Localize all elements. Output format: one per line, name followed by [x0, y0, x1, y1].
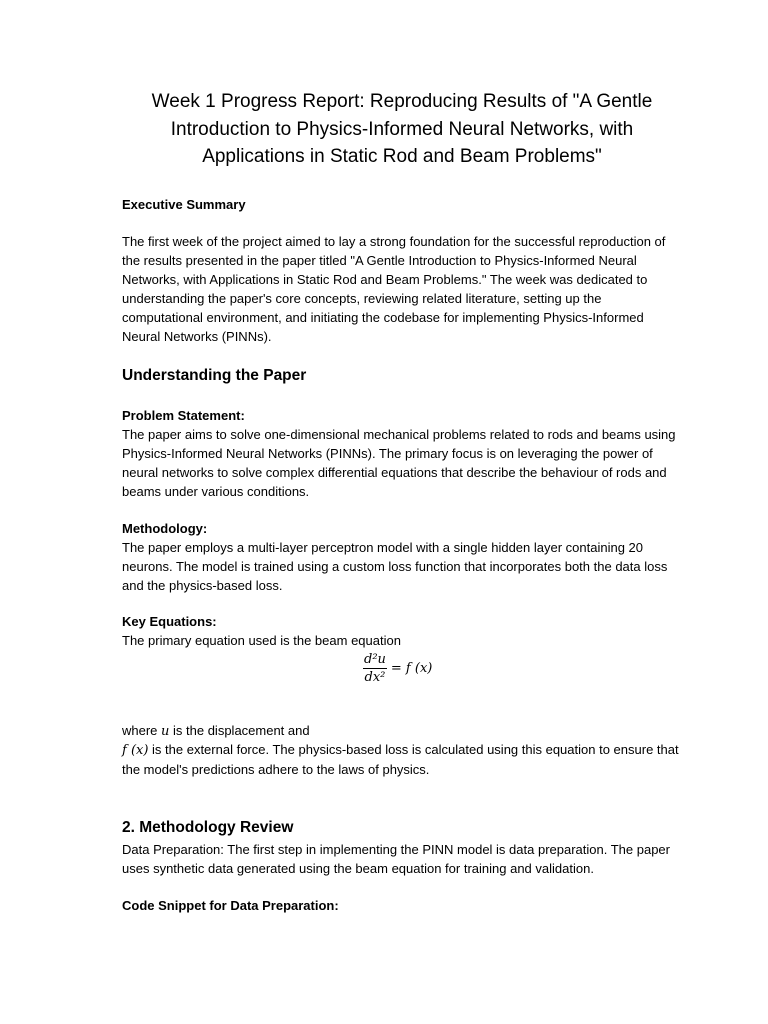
- title-line-1: Week 1 Progress Report: Reproducing Results of "A Gentle: [151, 91, 653, 112]
- paragraph-line: and the physics-based loss.: [122, 578, 283, 593]
- document-title: [102, 88, 702, 171]
- paragraph-line: computational environment, and initiating the codebase for implementing Physics-Informed: [122, 310, 644, 325]
- paragraph-line: Physics-Informed Neural Networks (PINNs). The primary focus is on leveraging the power of: [122, 446, 653, 461]
- paragraph-line: beams under various conditions.: [122, 484, 310, 499]
- force-paragraph: [122, 740, 682, 779]
- methodology-review-paragraph: [122, 840, 682, 878]
- title-line-3: Applications in Static Rod and Beam Problems": [202, 146, 602, 167]
- force-text: is the external force. The physics-based loss is calculated using this equation to ensure that: [148, 742, 679, 757]
- where-prefix: where: [122, 723, 162, 738]
- paragraph-line: Data Preparation: The first step in implementing the PINN model is data preparation. The paper: [122, 842, 670, 857]
- problem-statement-paragraph: [122, 425, 682, 501]
- methodology-review-heading: 2. Methodology Review: [122, 819, 294, 836]
- equation-rhs: = f (x): [390, 661, 433, 676]
- paragraph-line: the model's predictions adhere to the laws of physics.: [122, 762, 430, 777]
- equation-denominator: dx²: [364, 670, 386, 685]
- methodology-heading: Methodology:: [122, 521, 208, 536]
- equation-numerator: d²u: [364, 652, 386, 667]
- code-snippet-heading: Code Snippet for Data Preparation:: [122, 898, 339, 913]
- paragraph-line: uses synthetic data generated using the beam equation for training and validation.: [122, 861, 594, 876]
- key-equations-intro: The primary equation used is the beam equation: [122, 633, 401, 648]
- force-symbol: f (x): [122, 743, 149, 758]
- where-suffix: is the displacement and: [169, 723, 310, 738]
- displacement-symbol: u: [161, 724, 170, 739]
- where-line: [122, 721, 682, 741]
- paragraph-line: The paper aims to solve one-dimensional mechanical problems related to rods and beams using: [122, 427, 676, 442]
- paragraph-line: Networks, with Applications in Static Rod and Beam Problems." The week was dedicated to: [122, 272, 648, 287]
- problem-statement-heading: Problem Statement:: [122, 408, 245, 423]
- paragraph-line: The first week of the project aimed to lay a strong foundation for the successful reproduction of: [122, 234, 666, 249]
- paragraph-line: the results presented in the paper titled "A Gentle Introduction to Physics-Informed Neural: [122, 253, 637, 268]
- paragraph-line: understanding the paper's core concepts, reviewing related literature, setting up the: [122, 291, 602, 306]
- paragraph-line: neural networks to solve complex differential equations that describe the behaviour of rods and: [122, 465, 667, 480]
- paragraph-line: neurons. The model is trained using a custom loss function that incorporates both the data loss: [122, 559, 668, 574]
- paragraph-line: The paper employs a multi-layer perceptron model with a single hidden layer containing 20: [122, 540, 644, 555]
- executive-summary-paragraph: [122, 232, 682, 346]
- understanding-heading: Understanding the Paper: [122, 367, 307, 384]
- equation-fraction: [362, 652, 388, 685]
- paragraph-line: Neural Networks (PINNs).: [122, 329, 272, 344]
- executive-summary-heading: Executive Summary: [122, 197, 246, 212]
- title-line-2: Introduction to Physics-Informed Neural Networks, with: [170, 118, 634, 140]
- beam-equation: [362, 652, 432, 685]
- methodology-paragraph: [122, 538, 682, 595]
- key-equations-heading: Key Equations:: [122, 614, 217, 629]
